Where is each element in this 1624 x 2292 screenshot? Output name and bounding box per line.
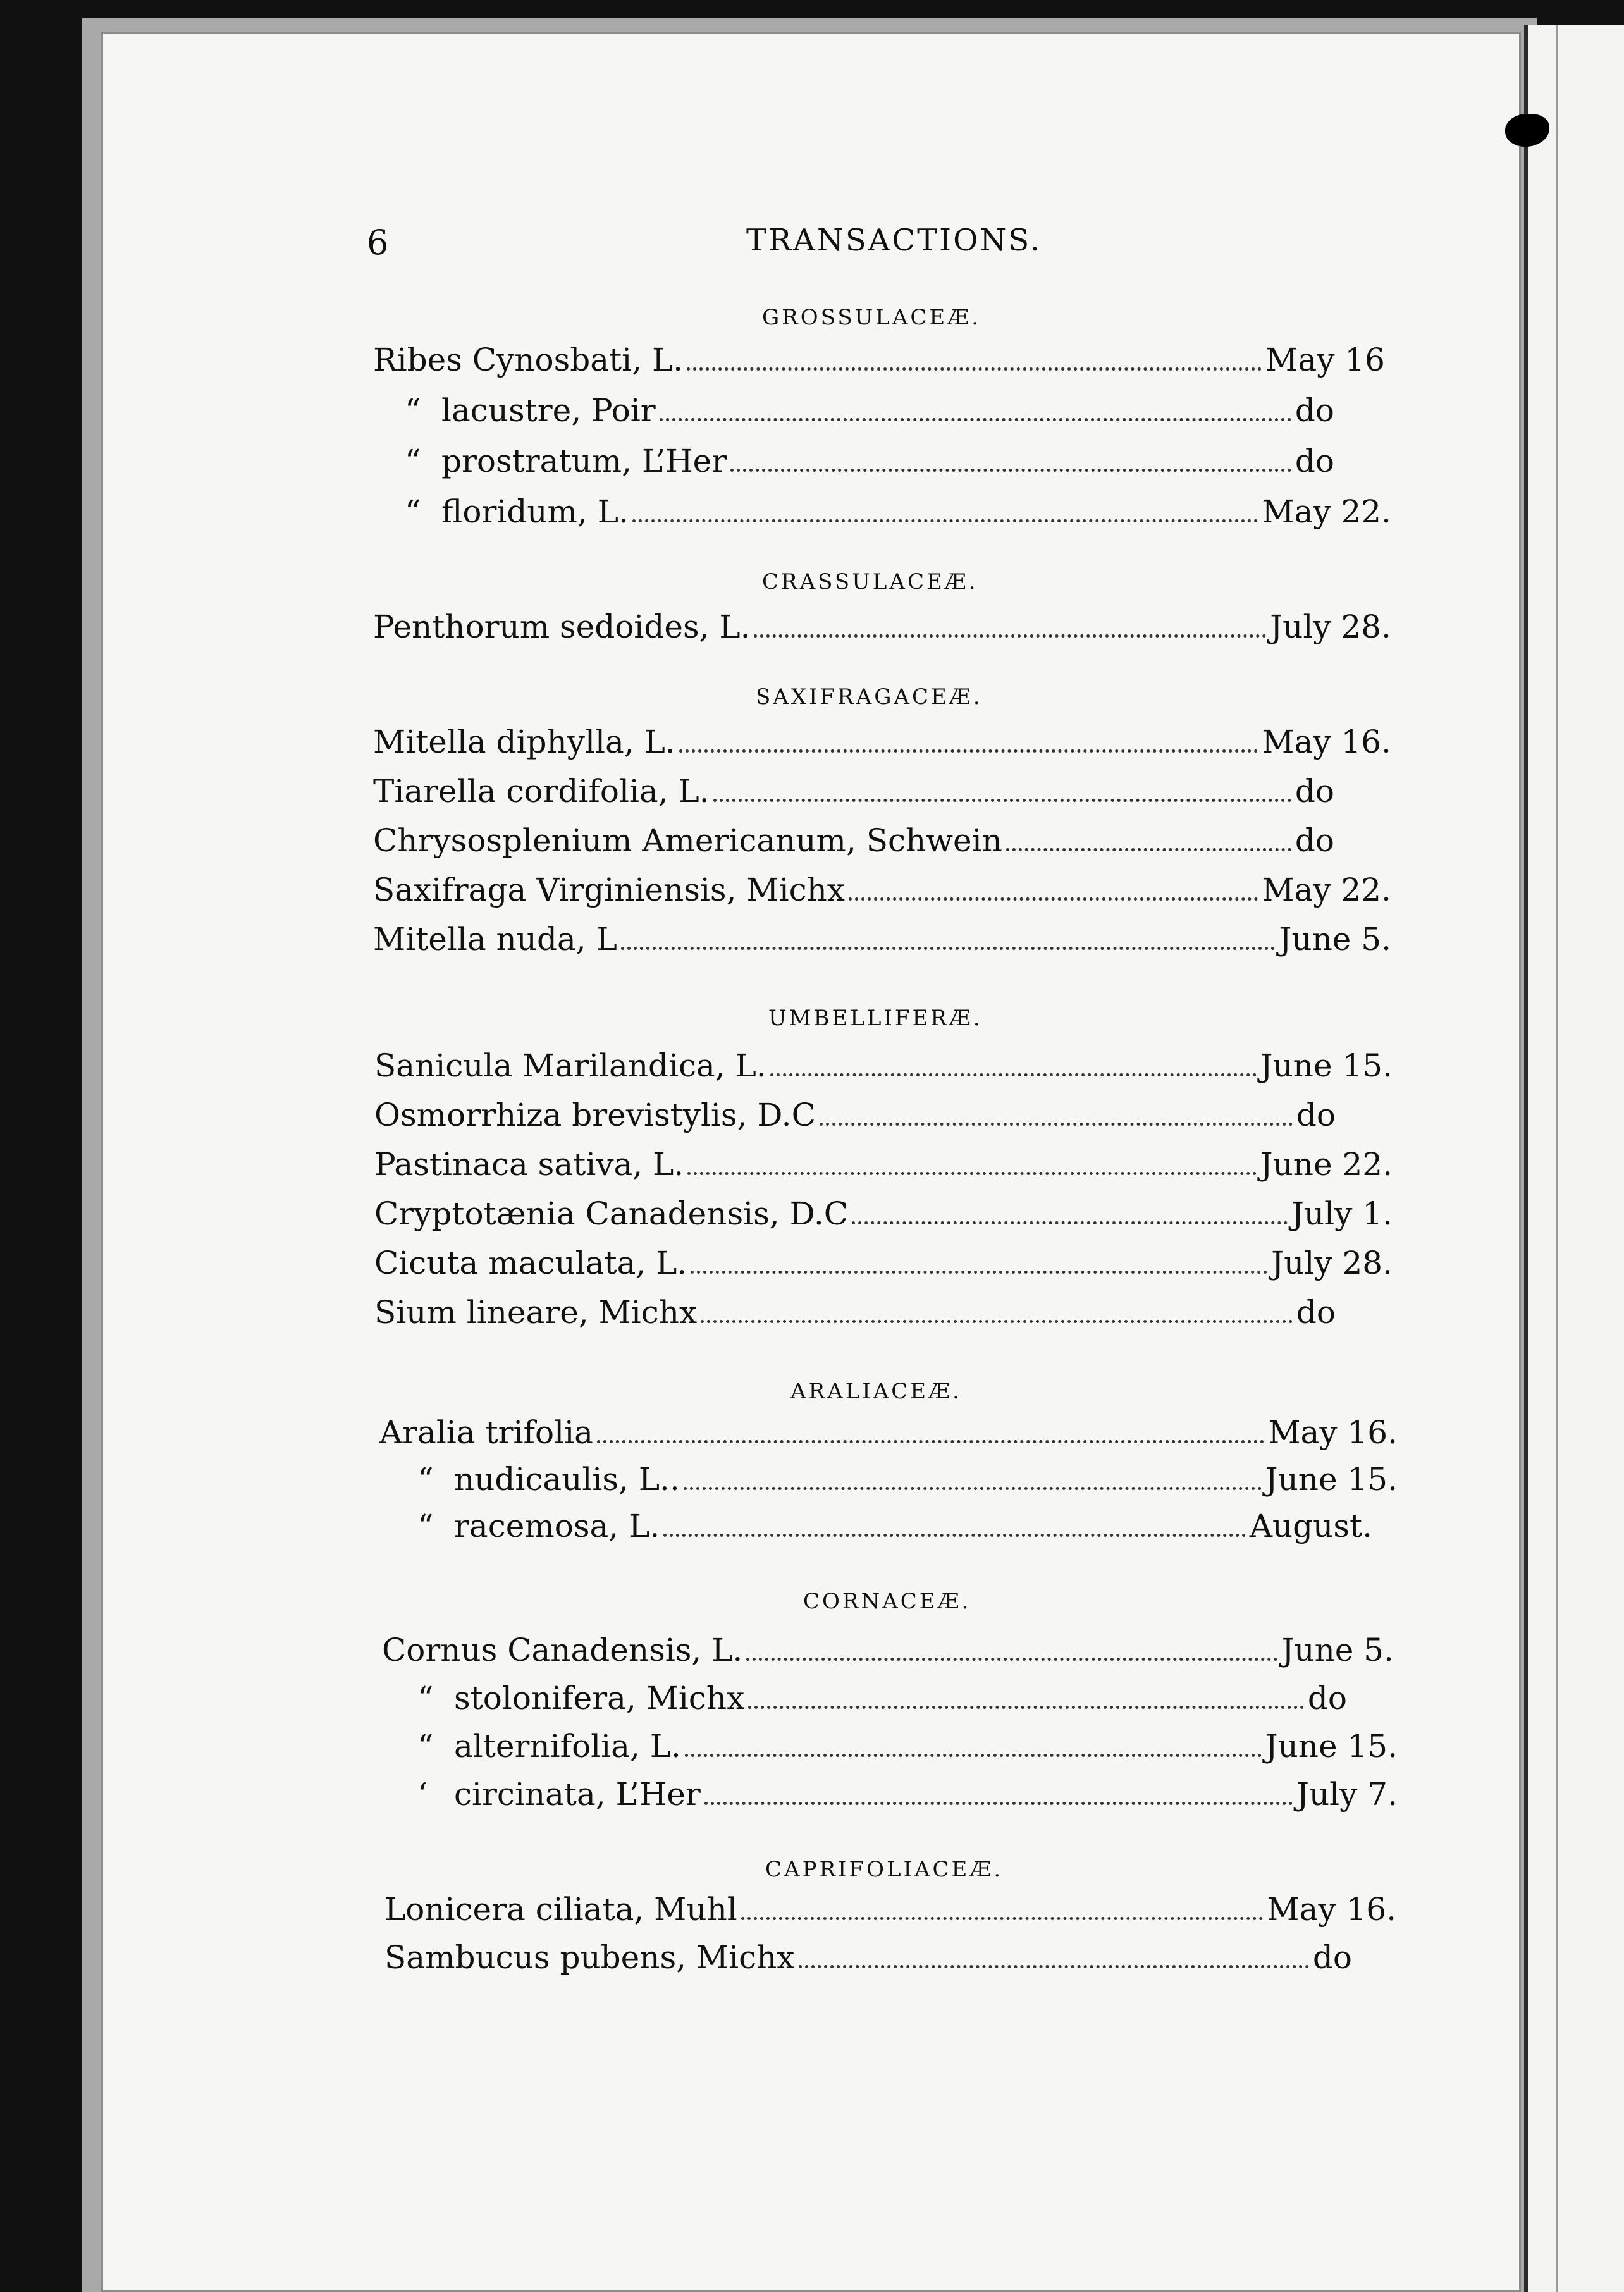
dot-leader xyxy=(704,1780,1293,1805)
species-name: nudicaulis, L.. xyxy=(454,1461,680,1498)
dot-leader xyxy=(748,1684,1304,1709)
species-entry xyxy=(417,1728,1398,1772)
flowering-date: June 22. xyxy=(1260,1146,1393,1183)
flowering-date: June 15. xyxy=(1260,1047,1393,1084)
page-number: 6 xyxy=(367,223,389,262)
flowering-date: May 16. xyxy=(1267,1891,1396,1928)
species-entry xyxy=(384,1939,1352,1983)
species-name: Saxifraga Virginiensis, Michx xyxy=(373,872,845,908)
dot-leader xyxy=(730,447,1291,472)
family-heading: GROSSULACEÆ. xyxy=(762,305,981,330)
species-name: lacustre, Poir xyxy=(441,392,656,429)
species-name: Mitella nuda, L xyxy=(373,921,617,958)
species-entry xyxy=(417,1461,1398,1505)
ditto-mark: “ xyxy=(405,493,421,530)
dot-leader xyxy=(621,925,1276,950)
family-heading: UMBELLIFERÆ. xyxy=(768,1006,983,1031)
species-name: floridum, L. xyxy=(441,493,629,530)
flowering-date: do xyxy=(1296,1294,1336,1331)
ditto-mark: “ xyxy=(405,443,421,479)
species-entry xyxy=(405,493,1391,538)
species-name: Tiarella cordifolia, L. xyxy=(373,773,710,810)
flowering-date: do xyxy=(1295,773,1334,810)
species-name: alternifolia, L. xyxy=(454,1728,681,1765)
flowering-date: June 15. xyxy=(1265,1728,1398,1765)
species-name: Sanicula Marilandica, L. xyxy=(374,1047,766,1084)
species-entry xyxy=(373,921,1391,965)
dot-leader xyxy=(849,876,1258,901)
species-entry xyxy=(384,1891,1396,1935)
dot-leader xyxy=(741,1895,1264,1920)
species-entry xyxy=(417,1508,1372,1552)
flowering-date: May 16. xyxy=(1268,1414,1398,1451)
species-entry xyxy=(405,443,1334,487)
species-entry xyxy=(373,608,1391,653)
dot-leader xyxy=(852,1200,1288,1224)
dot-leader xyxy=(754,613,1266,638)
flowering-date: July 28. xyxy=(1270,608,1391,645)
species-name: Cornus Canadensis, L. xyxy=(382,1632,743,1668)
running-head: TRANSACTIONS. xyxy=(746,223,1042,258)
flowering-date: May 16 xyxy=(1265,342,1385,378)
species-entry xyxy=(374,1245,1393,1289)
flowering-date: July 7. xyxy=(1296,1776,1398,1813)
dot-leader xyxy=(701,1298,1293,1323)
dot-leader xyxy=(820,1101,1293,1126)
flowering-date: May 22. xyxy=(1262,872,1391,908)
family-heading: SAXIFRAGACEÆ. xyxy=(756,684,983,710)
dot-leader xyxy=(685,1732,1262,1757)
dot-leader xyxy=(660,397,1291,421)
ditto-mark: “ xyxy=(417,1508,434,1544)
dot-leader xyxy=(687,346,1262,371)
dot-leader xyxy=(684,1465,1262,1490)
species-entry xyxy=(417,1680,1347,1724)
species-name: Aralia trifolia xyxy=(379,1414,593,1451)
dot-leader xyxy=(597,1419,1264,1443)
species-entry xyxy=(374,1146,1393,1190)
flowering-date: May 22. xyxy=(1262,493,1391,530)
dot-leader xyxy=(713,777,1291,802)
flowering-date: do xyxy=(1295,822,1334,859)
dot-leader xyxy=(691,1249,1267,1274)
species-name: Cicuta maculata, L. xyxy=(374,1245,687,1281)
page-fold-line xyxy=(1556,25,1558,2292)
species-name: Chrysosplenium Americanum, Schwein xyxy=(373,822,1002,859)
species-entry xyxy=(373,773,1334,817)
species-name: prostratum, L’Her xyxy=(441,443,727,479)
flowering-date: May 16. xyxy=(1262,724,1391,760)
species-name: Cryptotænia Canadensis, D.C xyxy=(374,1195,849,1232)
dot-leader xyxy=(746,1636,1277,1661)
species-entry xyxy=(379,1414,1398,1458)
flowering-date: do xyxy=(1296,1097,1336,1133)
species-name: Pastinaca sativa, L. xyxy=(374,1146,684,1183)
species-entry xyxy=(374,1097,1336,1141)
species-entry xyxy=(373,822,1334,866)
species-name: Sambucus pubens, Michx xyxy=(384,1939,795,1976)
species-name: Mitella diphylla, L. xyxy=(373,724,675,760)
flowering-date: June 5. xyxy=(1281,1632,1394,1668)
dot-leader xyxy=(632,498,1258,522)
flowering-date: do xyxy=(1307,1680,1347,1716)
ditto-mark: “ xyxy=(417,1461,434,1498)
flowering-date: June 15. xyxy=(1265,1461,1398,1498)
flowering-date: do xyxy=(1295,392,1334,429)
flowering-date: August. xyxy=(1249,1508,1372,1544)
dot-leader xyxy=(679,728,1258,753)
flowering-date: July 28. xyxy=(1271,1245,1393,1281)
species-name: circinata, L’Her xyxy=(454,1776,701,1813)
species-entry xyxy=(373,342,1385,386)
ditto-mark: “ xyxy=(405,392,421,429)
species-entry xyxy=(374,1294,1336,1338)
species-entry xyxy=(373,872,1391,916)
species-entry xyxy=(382,1632,1394,1676)
species-name: stolonifera, Michx xyxy=(454,1680,745,1716)
dot-leader xyxy=(770,1052,1257,1076)
species-name: Penthorum sedoides, L. xyxy=(373,608,751,645)
flowering-date: June 5. xyxy=(1279,921,1391,958)
species-name: Osmorrhiza brevistylis, D.C xyxy=(374,1097,816,1133)
ditto-mark: “ xyxy=(417,1680,434,1716)
family-heading: CORNACEÆ. xyxy=(803,1589,971,1614)
dot-leader xyxy=(663,1512,1246,1537)
family-heading: CRASSULACEÆ. xyxy=(762,569,978,595)
dot-leader xyxy=(1006,827,1291,851)
flowering-date: do xyxy=(1295,443,1334,479)
ditto-mark: “ xyxy=(417,1728,434,1765)
family-heading: CAPRIFOLIACEÆ. xyxy=(765,1857,1004,1882)
dot-leader xyxy=(687,1150,1256,1175)
species-entry xyxy=(374,1047,1393,1092)
species-name: Sium lineare, Michx xyxy=(374,1294,698,1331)
species-entry xyxy=(374,1195,1393,1240)
next-page-edge xyxy=(1524,25,1624,2292)
species-name: Lonicera ciliata, Muhl xyxy=(384,1891,737,1928)
species-entry xyxy=(373,724,1391,768)
species-name: racemosa, L. xyxy=(454,1508,660,1544)
species-name: Ribes Cynosbati, L. xyxy=(373,342,684,378)
species-entry xyxy=(405,392,1334,436)
family-heading: ARALIACEÆ. xyxy=(790,1379,962,1404)
ditto-mark: ‘ xyxy=(417,1776,428,1813)
flowering-date: do xyxy=(1312,1939,1352,1976)
flowering-date: July 1. xyxy=(1291,1195,1393,1232)
species-entry xyxy=(417,1776,1398,1820)
dot-leader xyxy=(799,1944,1309,1968)
